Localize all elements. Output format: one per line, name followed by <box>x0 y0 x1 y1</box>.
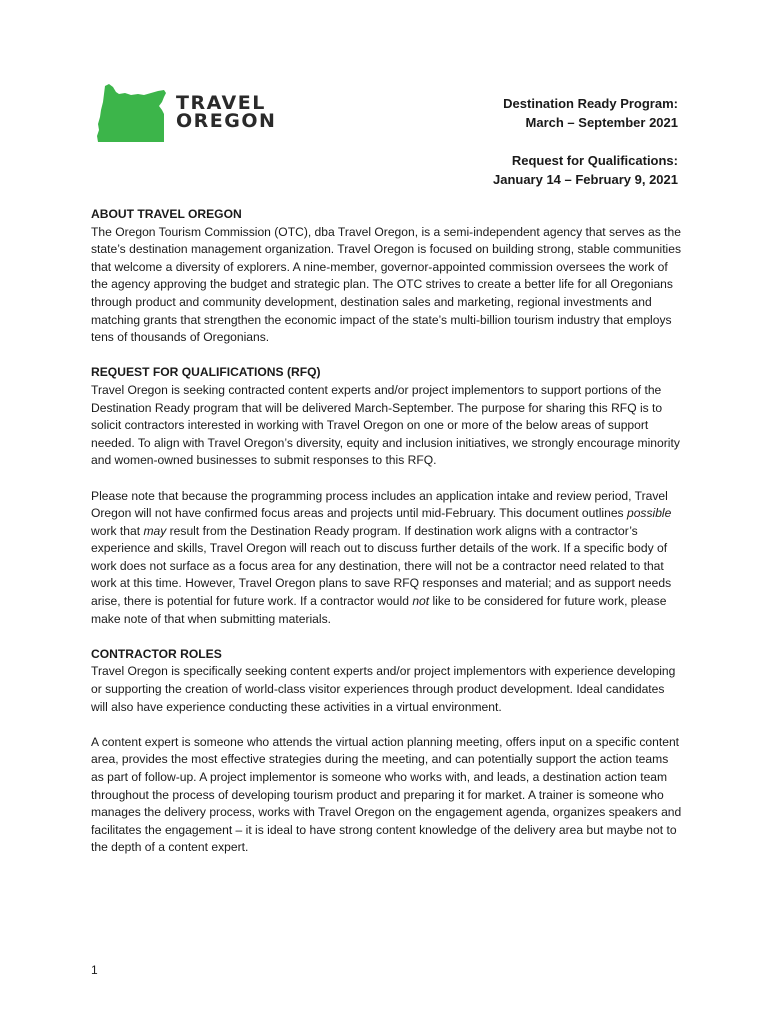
rfq-p2-emphasis-may: may <box>143 523 167 538</box>
program-dates: March – September 2021 <box>525 115 678 130</box>
roles-paragraph-2: A content expert is someone who attends the virtual action planning meeting, offers input on a specific content area, provides the most effective strategies during the meeting, and can potentially support the action teams as part of follow-up. A project implementor is someone who works with, and leads, a destination action team throughout the process of developing tourism product and preparing it for market. A trainer is someone who manages the delivery process, works with Travel Oregon on the engagement agenda, organizes speakers and facilitates the engagement – it is ideal to have strong content knowledge of the delivery area but maybe not to the depth of a content expert. <box>91 734 682 855</box>
travel-oregon-logo <box>96 84 277 144</box>
logo-line-oregon: OREGON <box>176 110 277 132</box>
rfq-paragraph-1: Travel Oregon is seeking contracted content experts and/or project implementors to support portions of the Destination Ready program that will be delivered March-September. The purpose for sharing this RFQ is to solicit contractors interested in working with Travel Oregon on one or more of the below areas of support needed. To align with Travel Oregon’s diversity, equity and inclusion initiatives, we strongly encourage minority and women-owned businesses to submit responses to this RFQ. <box>91 382 680 468</box>
about-paragraph: The Oregon Tourism Commission (OTC), dba Travel Oregon, is a semi-independent agency that serves as the state’s destination management organization. Travel Oregon is focused on building strong, stable communities that welcome a diversity of explorers. A nine-member, governor-appointed commission oversees the work of the agency approving the budget and strategic plan. The OTC strives to create a better life for all Oregonians through product and community development, destination sales and marketing, regional investments and matching grants that strengthen the economic impact of the state’s multi-billion tourism industry that employs tens of thousands of Oregonians. <box>91 224 682 345</box>
roles-paragraph-1: Travel Oregon is specifically seeking content experts and/or project implementors with experience developing or supporting the creation of world-class visitor experiences through product development. Ideal candidates will also have experience conducting these activities in a virtual environment. <box>91 664 676 714</box>
program-title: Destination Ready Program: <box>503 96 678 111</box>
rfq-paragraph-2 <box>91 488 683 629</box>
about-section <box>91 206 683 347</box>
rfq-heading: REQUEST FOR QUALIFICATIONS (RFQ) <box>91 365 321 380</box>
rfq-p2-text-d: like to be considered for future work, please make note of that when submitting materials. <box>91 594 667 626</box>
logo-line-travel: TRAVEL <box>176 92 266 114</box>
rfq-p2-text-a: Please note that because the programming process includes an application intake and review period, Travel Oregon will not have confirmed focus areas and projects until mid-February. This document outlines <box>91 488 668 521</box>
roles-section <box>91 646 683 857</box>
oregon-state-map-icon <box>96 84 168 142</box>
rfq-p2-emphasis-not: not <box>412 594 430 609</box>
about-heading: ABOUT TRAVEL OREGON <box>91 207 242 221</box>
rfq-p2-text-c: result from the Destination Ready program. If destination work aligns with a contractor’s experience and skills, Travel Oregon will reach out to discuss further details of the work. If a specific body of work does not surface as a focus area for any destination, there will not be a contractor need related to that work at this time. However, Travel Oregon plans to save RFQ responses and material; and as support needs arise, there is potential for future work. If a contractor would <box>91 523 672 609</box>
roles-heading: CONTRACTOR ROLES <box>91 646 222 661</box>
document-body <box>91 206 683 875</box>
rfq-p2-text-b: work that <box>91 523 144 538</box>
rfq-section <box>91 364 683 628</box>
rfq-dates: January 14 – February 9, 2021 <box>492 172 678 187</box>
document-header <box>493 94 678 189</box>
page-number: 1 <box>91 963 98 977</box>
rfq-title: Request for Qualifications: <box>511 153 678 168</box>
logo-wordmark <box>176 94 276 130</box>
rfq-p2-emphasis-possible: possible <box>626 506 672 521</box>
